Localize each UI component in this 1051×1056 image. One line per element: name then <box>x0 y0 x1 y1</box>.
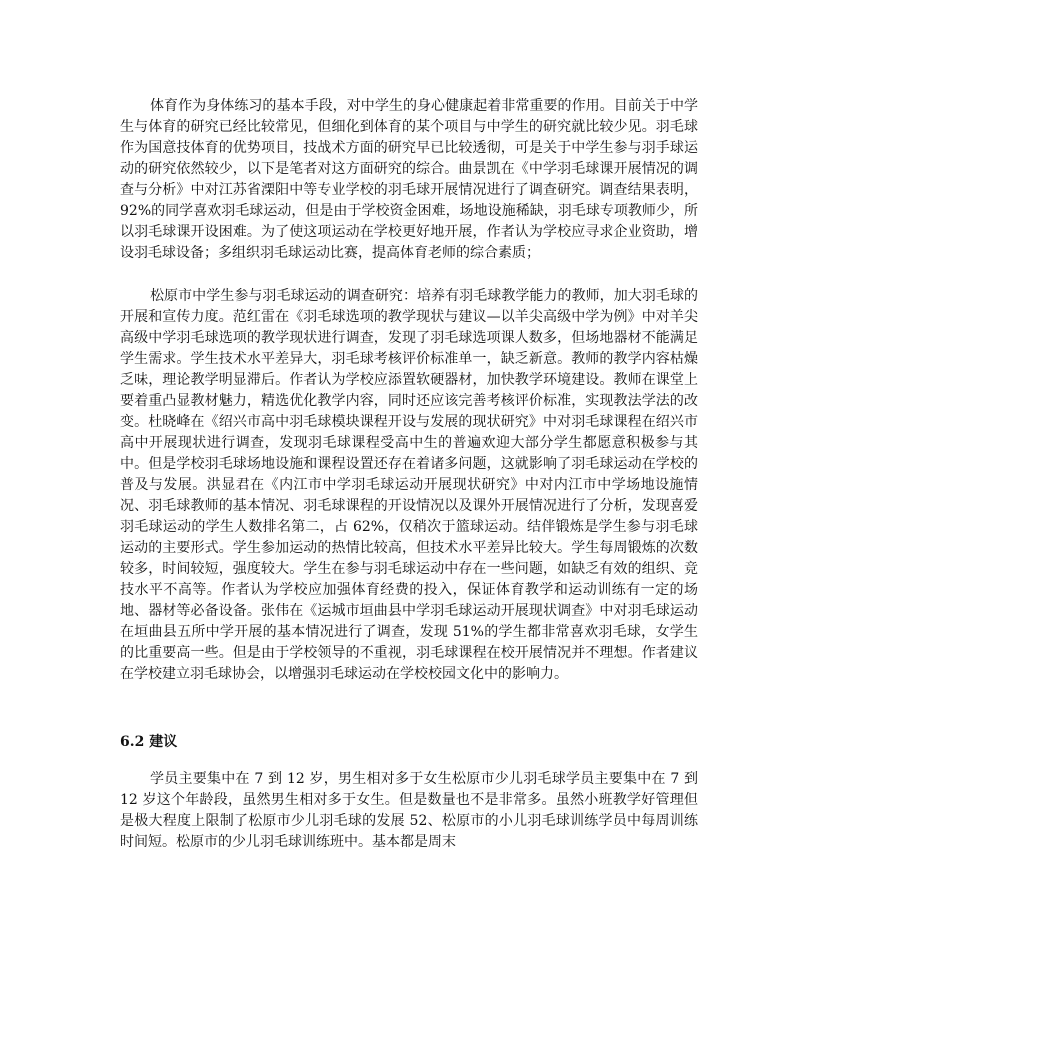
section-heading: 6.2 建议 <box>120 734 178 750</box>
body-paragraph-1: 体育作为身体练习的基本手段，对中学生的身心健康起着非常重要的作用。目前关于中学生与体育的研究已经比较常见，但细化到体育的某个项目与中学生的研究就比较少见。羽毛球作为国意技体育的优势项目，技战术方面的研究早已比较透彻，可是关于中学生参与羽手球运动的研究依然较少，以下是笔者对这方面研究的综合。曲景凯在《中学羽毛球课开展情况的调查与分析》中对江苏省溧阳中等专业学校的羽毛球开展情况进行了调查研究。调查结果表明，92%的同学喜欢羽毛球运动，但是由于学校资金困难，场地设施稀缺，羽毛球专项教师少，所以羽毛球课开设困难。为了使这项运动在学校更好地开展，作者认为学校应寻求企业资助，增设羽毛球设备；多组织羽毛球运动比赛，提高体育老师的综合素质； <box>120 98 698 261</box>
document-page <box>120 96 698 853</box>
section-paragraph: 学员主要集中在 7 到 12 岁，男生相对多于女生松原市少儿羽毛球学员主要集中在 7 到 12 岁这个年龄段，虽然男生相对多于女生。但是数量也不是非常多。虽然小班教学好管理但是极大程度上限制了松原市少儿羽毛球的发展 52、松原市的小儿羽毛球训练学员中每周训练时间短。松原市的少儿羽毛球训练班中。基本都是周末 <box>120 771 698 850</box>
body-paragraph-2: 松原市中学生参与羽毛球运动的调查研究：培养有羽毛球教学能力的教师，加大羽毛球的开展和宣传力度。范红雷在《羽毛球选项的教学现状与建议—以羊尖高级中学为例》中对羊尖高级中学羽毛球选项的教学现状进行调查，发现了羽毛球选项课人数多，但场地器材不能满足学生需求。学生技术水平差异大，羽毛球考核评价标准单一，缺乏新意。教师的教学内容枯燥乏味，理论教学明显滞后。作者认为学校应添置软硬器材，加快教学环境建设。教师在课堂上要着重凸显教材魅力，精选优化教学内容，同时还应该完善考核评价标准，实现教法学法的改变。杜晓峰在《绍兴市高中羽毛球模块课程开设与发展的现状研究》中对羽毛球课程在绍兴市高中开展现状进行调查，发现羽毛球课程受高中生的普遍欢迎大部分学生都愿意积极参与其中。但是学校羽毛球场地设施和课程设置还存在着诸多问题，这就影响了羽毛球运动在学校的普及与发展。洪显君在《内江市中学羽毛球运动开展现状研究》中对内江市中学场地设施情况、羽毛球教师的基本情况、羽毛球课程的开设情况以及课外开展情况进行了分析，发现喜爱羽毛球运动的学生人数排名第二，占 62%，仅稍次于篮球运动。结伴锻炼是学生参与羽毛球运动的主要形式。学生参加运动的热情比较高，但技术水平差异比较大。学生每周锻炼的次数较多，时间较短，强度较大。学生在参与羽毛球运动中存在一些问题，如缺乏有效的组织、竞技水平不高等。作者认为学校应加强体育经费的投入，保证体育教学和运动训练有一定的场地、器材等必备设备。张伟在《运城市垣曲县中学羽毛球运动开展现状调查》中对羽毛球运动在垣曲县五所中学开展的基本情况进行了调查，发现 51%的学生都非常喜欢羽毛球，女学生的比重要高一些。但是由于学校领导的不重视，羽毛球课程在校开展情况并不理想。作者建议在学校建立羽毛球协会，以增强羽毛球运动在学校校园文化中的影响力。 <box>120 288 698 682</box>
